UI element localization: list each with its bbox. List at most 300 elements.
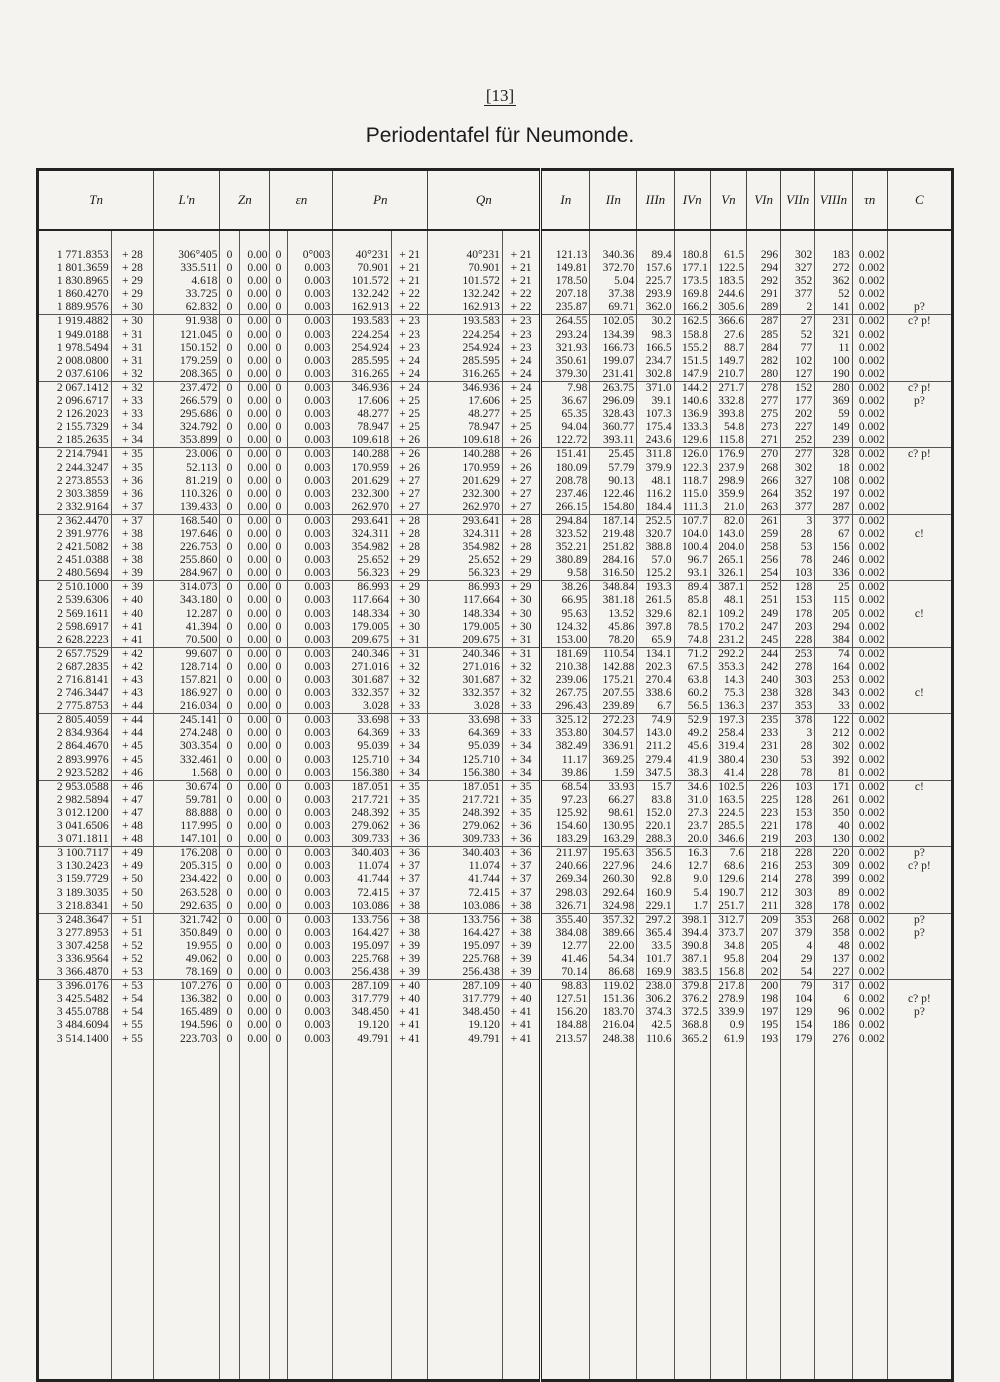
table-cell: 27.3 — [674, 807, 710, 820]
table-cell: + 36 — [392, 820, 428, 833]
table-cell — [887, 434, 952, 448]
table-cell: 66.95 — [541, 594, 590, 607]
table-cell: 53 — [781, 541, 815, 554]
table-cell — [887, 820, 952, 833]
table-row — [38, 567, 953, 581]
table-cell: 0 — [220, 608, 239, 621]
table-cell: 81.219 — [154, 475, 220, 488]
table-cell: + 25 — [392, 395, 428, 408]
table-cell: 0.002 — [852, 368, 887, 382]
table-cell: 177.1 — [674, 262, 710, 275]
table-cell: 226 — [747, 780, 781, 794]
table-cell: 0.00 — [239, 887, 270, 900]
table-cell: 0.002 — [852, 275, 887, 288]
table-cell: 103.086 — [428, 900, 503, 914]
table-cell: + 41 — [502, 1006, 540, 1019]
table-cell: + 35 — [502, 794, 540, 807]
table-cell: 2 569.1611 — [57, 607, 109, 620]
table-cell: 127 — [781, 368, 815, 382]
table-cell: 288.3 — [637, 833, 674, 847]
table-cell: c? p! — [887, 860, 952, 873]
table-cell: 121.045 — [154, 329, 220, 342]
table-cell: 133.3 — [674, 421, 710, 434]
table-cell: 0.002 — [852, 754, 887, 767]
table-cell: + 30 — [502, 608, 540, 621]
table-cell: 70.901 — [428, 262, 503, 275]
table-cell: 371.0 — [637, 381, 674, 395]
table-cell: + 24 — [392, 368, 428, 382]
table-cell: 302 — [781, 249, 815, 262]
table-cell — [887, 900, 952, 914]
table-cell: + 36 — [111, 488, 154, 501]
table-cell: 224.254 — [428, 329, 503, 342]
table-cell: 225.768 — [333, 953, 392, 966]
table-row — [38, 448, 953, 462]
table-cell: + 33 — [392, 714, 428, 728]
table-cell: 252.5 — [637, 514, 674, 528]
table-cell: 147.101 — [154, 833, 220, 847]
table-cell: 201.629 — [333, 475, 392, 488]
table-cell: + 28 — [111, 262, 154, 275]
table-cell: 0.002 — [852, 528, 887, 541]
table-cell: 1.568 — [154, 767, 220, 781]
table-cell: 355.40 — [541, 913, 590, 927]
table-cell: + 42 — [111, 661, 154, 674]
table-cell — [887, 940, 952, 953]
table-cell: + 30 — [502, 621, 540, 634]
table-cell: 2 126.2023 — [56, 408, 109, 421]
table-cell: + 34 — [392, 740, 428, 753]
table-cell: 249 — [747, 608, 781, 621]
table-cell: 228 — [781, 634, 815, 648]
table-cell: 390.8 — [674, 940, 710, 953]
table-cell: 2 598.6917 — [56, 620, 109, 633]
table-cell: 384.08 — [541, 927, 590, 940]
table-body — [38, 230, 953, 1380]
table-cell: 277 — [781, 448, 815, 462]
table-cell: 0.00 — [239, 488, 270, 501]
table-cell: 272.23 — [590, 714, 637, 728]
table-cell: 0.003 — [287, 541, 333, 554]
table-cell: 2 244.3247 — [56, 461, 109, 474]
table-cell: + 28 — [392, 541, 428, 554]
table-cell: 239.89 — [590, 700, 637, 714]
table-cell: 296.43 — [541, 700, 590, 714]
table-cell: 223 — [747, 807, 781, 820]
table-cell: 28 — [781, 528, 815, 541]
table-cell: 0 — [220, 275, 239, 288]
table-cell: 251.82 — [590, 541, 637, 554]
table-cell: 0.003 — [287, 714, 333, 728]
table-cell: 0 — [270, 528, 287, 541]
table-cell: 0 — [270, 966, 287, 980]
table-cell: 0 — [220, 767, 239, 781]
table-cell: 268 — [815, 913, 852, 927]
table-cell: 0.002 — [852, 594, 887, 607]
table-cell: 227 — [815, 966, 852, 980]
table-cell: 116.2 — [637, 488, 674, 501]
table-cell: 128 — [781, 794, 815, 807]
table-cell: 0 — [220, 754, 239, 767]
table-cell: 52 — [781, 329, 815, 342]
table-cell: 12.77 — [541, 940, 590, 953]
table-cell: 377 — [781, 288, 815, 301]
table-cell: 268 — [747, 462, 781, 475]
table-cell: 228 — [747, 767, 781, 781]
table-cell: + 42 — [111, 647, 154, 661]
table-cell: 293.641 — [428, 514, 503, 528]
table-cell: 0.003 — [287, 315, 333, 329]
table-cell: + 49 — [111, 847, 154, 861]
table-cell: 23.7 — [674, 820, 710, 833]
table-cell: 0.003 — [287, 567, 333, 581]
table-cell: 126.0 — [674, 448, 710, 462]
table-cell: 49.2 — [674, 727, 710, 740]
table-cell: + 25 — [502, 421, 540, 434]
table-cell: 217.8 — [710, 980, 746, 994]
table-cell: 357.32 — [590, 913, 637, 927]
table-cell: + 27 — [502, 475, 540, 488]
table-cell: 130 — [815, 833, 852, 847]
table-cell: 0 — [270, 873, 287, 886]
table-cell: 190.7 — [710, 887, 746, 900]
table-cell: 0 — [220, 833, 239, 847]
table-cell: 317 — [815, 980, 852, 994]
table-cell: 74 — [815, 647, 852, 661]
table-cell: 0 — [220, 993, 239, 1006]
table-cell: 195.63 — [590, 847, 637, 861]
table-cell: 278 — [781, 661, 815, 674]
table-cell: + 27 — [502, 488, 540, 501]
table-cell: + 25 — [392, 408, 428, 421]
table-cell: 379.9 — [637, 462, 674, 475]
table-cell: 213.57 — [541, 1033, 590, 1046]
table-cell: + 27 — [392, 501, 428, 515]
table-cell: + 35 — [111, 448, 154, 462]
table-cell: 321 — [815, 329, 852, 342]
table-cell: 327 — [781, 475, 815, 488]
table-row — [38, 940, 953, 953]
table-cell: 193.583 — [333, 315, 392, 329]
table-cell: 225 — [747, 794, 781, 807]
table-cell: 353.3 — [710, 661, 746, 674]
table-cell — [887, 475, 952, 488]
table-cell: 2 008.0800 — [56, 354, 109, 367]
table-cell: 42.5 — [637, 1019, 674, 1032]
table-cell: 3 248.3647 — [38, 913, 112, 927]
table-cell: + 52 — [111, 940, 154, 953]
table-cell: 292.2 — [710, 647, 746, 661]
table-cell: 234.422 — [154, 873, 220, 886]
table-cell: 0.003 — [287, 700, 333, 714]
table-cell: 0.00 — [239, 993, 270, 1006]
table-cell: 85.8 — [674, 594, 710, 607]
table-cell: 245 — [747, 634, 781, 648]
table-cell: 348.450 — [428, 1006, 503, 1019]
table-cell: 0.00 — [239, 501, 270, 515]
table-cell: 0 — [220, 301, 239, 315]
table-cell: 103 — [781, 780, 815, 794]
table-cell: 41.46 — [541, 953, 590, 966]
table-cell: p? — [887, 395, 952, 408]
table-cell: 109.618 — [428, 434, 503, 448]
table-cell: 78.20 — [590, 634, 637, 648]
table-cell: 136.9 — [674, 408, 710, 421]
table-cell: 201.629 — [428, 475, 503, 488]
table-cell: + 28 — [502, 528, 540, 541]
table-cell: 72.415 — [333, 887, 392, 900]
table-cell: 231.41 — [590, 368, 637, 382]
table-cell — [887, 754, 952, 767]
table-cell: 289 — [747, 301, 781, 315]
table-cell: 204.0 — [710, 541, 746, 554]
table-cell: 258 — [747, 541, 781, 554]
table-cell: + 26 — [502, 462, 540, 475]
table-cell: 301.687 — [428, 674, 503, 687]
table-cell: 216.034 — [154, 700, 220, 714]
table-cell: 0.002 — [852, 262, 887, 275]
table-cell: 394.4 — [674, 927, 710, 940]
table-cell: 70.14 — [541, 966, 590, 980]
table-cell: 302 — [781, 462, 815, 475]
table-cell: 279.062 — [428, 820, 503, 833]
table-cell: 3 336.9564 — [56, 952, 109, 965]
table-cell: 356.5 — [637, 847, 674, 861]
table-cell: 129 — [781, 1006, 815, 1019]
table-cell: + 26 — [502, 434, 540, 448]
table-cell: 0.002 — [852, 860, 887, 873]
table-cell: 332.461 — [154, 754, 220, 767]
table-cell: + 35 — [111, 462, 154, 475]
table-cell: 48 — [815, 940, 852, 953]
table-cell: 2 923.5282 — [56, 766, 109, 779]
table-cell: 173.5 — [674, 275, 710, 288]
table-cell: 128.714 — [154, 661, 220, 674]
table-cell: 107.276 — [154, 980, 220, 994]
table-cell: + 24 — [392, 355, 428, 368]
table-cell: 0 — [220, 395, 239, 408]
table-cell: 263.75 — [590, 381, 637, 395]
table-cell: + 29 — [392, 554, 428, 567]
table-cell: 0.003 — [287, 554, 333, 567]
table-row — [38, 249, 953, 262]
table-cell: 59 — [815, 408, 852, 421]
table-cell — [887, 501, 952, 515]
table-cell: 0.003 — [287, 1033, 333, 1046]
table-cell: 177 — [781, 395, 815, 408]
table-row — [38, 528, 953, 541]
table-cell: 324.311 — [428, 528, 503, 541]
table-cell: + 34 — [502, 754, 540, 767]
table-cell: + 39 — [111, 581, 154, 595]
table-cell: + 29 — [392, 567, 428, 581]
table-cell: 0.002 — [852, 927, 887, 940]
table-cell: 0 — [270, 687, 287, 700]
table-cell: 0 — [220, 674, 239, 687]
table-cell: 231 — [815, 315, 852, 329]
table-cell: 29 — [781, 953, 815, 966]
table-cell: 0.00 — [239, 421, 270, 434]
column-header: Vn — [710, 170, 746, 231]
table-cell: 57.0 — [637, 554, 674, 567]
table-cell: 262.970 — [428, 501, 503, 515]
table-cell: 296 — [747, 249, 781, 262]
table-cell: 256.438 — [333, 966, 392, 980]
table-cell: 0.003 — [287, 1019, 333, 1032]
table-cell: + 31 — [502, 634, 540, 648]
table-cell: 101.572 — [428, 275, 503, 288]
table-cell: 248.392 — [428, 807, 503, 820]
table-cell: 0.003 — [287, 408, 333, 421]
table-cell: 336.91 — [590, 740, 637, 753]
table-cell: 0.002 — [852, 608, 887, 621]
table-cell: 292.64 — [590, 887, 637, 900]
table-cell: 251 — [747, 594, 781, 607]
table-cell: + 48 — [111, 833, 154, 847]
table-cell: 0.003 — [287, 368, 333, 382]
table-cell: 1 830.8965 — [56, 275, 109, 288]
table-cell: 2 510.1000 — [38, 581, 112, 595]
table-cell: 255.860 — [154, 554, 220, 567]
table-cell: 0.002 — [852, 740, 887, 753]
table-cell: 0 — [270, 833, 287, 847]
table-cell: + 21 — [502, 249, 540, 262]
column-header: εn — [270, 170, 333, 231]
table-cell: 202.3 — [637, 661, 674, 674]
table-cell: + 27 — [392, 475, 428, 488]
table-cell: 251.7 — [710, 900, 746, 914]
table-cell: + 39 — [502, 940, 540, 953]
table-cell — [887, 421, 952, 434]
table-cell: 295.686 — [154, 408, 220, 421]
table-cell: 372.70 — [590, 262, 637, 275]
table-cell: 0.002 — [852, 647, 887, 661]
table-cell: 0.002 — [852, 700, 887, 714]
table-cell: 298.03 — [541, 887, 590, 900]
table-cell: + 32 — [111, 381, 154, 395]
table-cell: 348.450 — [333, 1006, 392, 1019]
table-row — [38, 966, 953, 980]
table-cell: 129.6 — [674, 434, 710, 448]
table-cell: 332.357 — [428, 687, 503, 700]
table-cell: 45.6 — [674, 740, 710, 753]
table-cell: + 45 — [111, 754, 154, 767]
table-cell: 3 396.0176 — [38, 980, 112, 994]
table-cell: 122.46 — [590, 488, 637, 501]
table-cell: 94.04 — [541, 421, 590, 434]
table-cell: + 32 — [502, 674, 540, 687]
table-cell: + 35 — [392, 807, 428, 820]
table-row — [38, 462, 953, 475]
table-cell: 2 332.9164 — [56, 500, 109, 513]
column-header: In — [541, 170, 590, 231]
table-cell: 187.051 — [428, 780, 503, 794]
table-cell: 28 — [781, 740, 815, 753]
table-cell: 0 — [270, 475, 287, 488]
table-cell: 0.00 — [239, 727, 270, 740]
table-cell: 285.595 — [333, 355, 392, 368]
table-cell: 179.005 — [428, 621, 503, 634]
table-cell: 11.074 — [428, 860, 503, 873]
table-cell: 240.66 — [541, 860, 590, 873]
table-cell: 0.00 — [239, 714, 270, 728]
table-cell: 143.0 — [710, 528, 746, 541]
table-cell: + 22 — [502, 301, 540, 315]
table-cell: + 40 — [111, 608, 154, 621]
table-cell: 380.89 — [541, 554, 590, 567]
table-cell: 48.1 — [637, 475, 674, 488]
table-cell: 56.323 — [333, 567, 392, 581]
table-cell: 155.2 — [674, 342, 710, 355]
table-cell: 168.540 — [154, 514, 220, 528]
table-cell: 33 — [815, 700, 852, 714]
table-cell: 0.003 — [287, 740, 333, 753]
table-cell: 0 — [270, 368, 287, 382]
table-row — [38, 700, 953, 714]
table-cell: + 38 — [111, 541, 154, 554]
table-cell: 316.265 — [333, 368, 392, 382]
table-cell: 0.00 — [239, 528, 270, 541]
table-cell: 2 — [781, 301, 815, 315]
table-cell: 374.3 — [637, 1006, 674, 1019]
table-cell: 163.5 — [710, 794, 746, 807]
table-cell: 0.003 — [287, 448, 333, 462]
table-cell: 393.11 — [590, 434, 637, 448]
table-row — [38, 541, 953, 554]
table-cell: 2 539.6306 — [56, 594, 109, 607]
table-cell: + 44 — [111, 700, 154, 714]
table-cell: 303 — [781, 674, 815, 687]
table-cell: 122.5 — [710, 262, 746, 275]
table-cell: 6.7 — [637, 700, 674, 714]
table-cell: 368.8 — [674, 1019, 710, 1032]
table-cell: 278 — [781, 873, 815, 886]
table-cell: 328.43 — [590, 408, 637, 421]
table-cell: 3 218.8341 — [56, 899, 109, 912]
table-cell: 102 — [781, 355, 815, 368]
table-cell: 304.57 — [590, 727, 637, 740]
table-cell: 216 — [747, 860, 781, 873]
table-cell: 0.002 — [852, 315, 887, 329]
table-cell: 0.003 — [287, 581, 333, 595]
table-row — [38, 262, 953, 275]
table-cell: + 38 — [502, 927, 540, 940]
table-cell: 67.5 — [674, 661, 710, 674]
table-cell: 0 — [270, 913, 287, 927]
table-row — [38, 514, 953, 528]
table-cell: 320.7 — [637, 528, 674, 541]
table-cell: 186.927 — [154, 687, 220, 700]
table-cell: c! — [887, 608, 952, 621]
table-row — [38, 488, 953, 501]
table-cell: 19.120 — [428, 1019, 503, 1032]
table-cell: 0.00 — [239, 329, 270, 342]
table-cell: 129.6 — [710, 873, 746, 886]
table-cell: 180.09 — [541, 462, 590, 475]
table-cell: 107.3 — [637, 408, 674, 421]
table-cell: 0.003 — [287, 900, 333, 914]
table-cell: + 39 — [392, 953, 428, 966]
table-cell: 65.9 — [637, 634, 674, 648]
table-cell: 40°231 — [428, 249, 503, 262]
table-cell: + 21 — [392, 262, 428, 275]
table-cell: 154 — [781, 1019, 815, 1032]
table-cell: 48.277 — [333, 408, 392, 421]
table-cell: 0 — [270, 262, 287, 275]
table-cell: 0.002 — [852, 794, 887, 807]
table-cell: 136.382 — [154, 993, 220, 1006]
table-cell: 0 — [270, 301, 287, 315]
